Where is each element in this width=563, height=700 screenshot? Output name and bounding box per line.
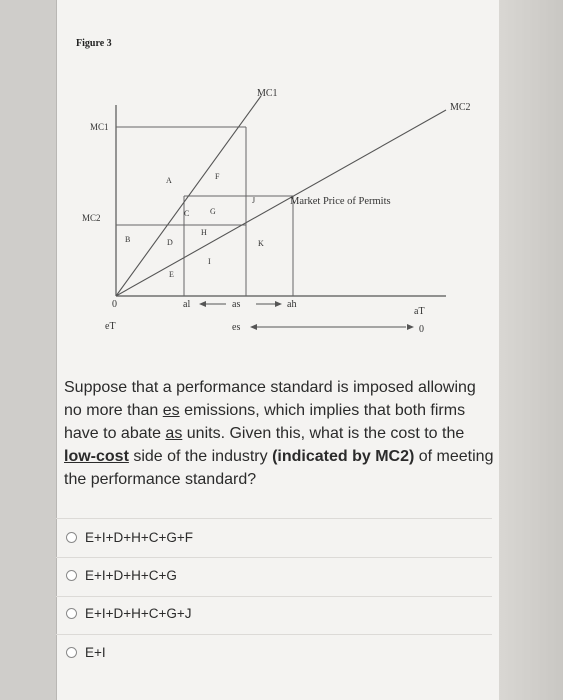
area-j: J — [252, 196, 256, 205]
radio-icon[interactable] — [66, 647, 77, 658]
divider — [56, 518, 492, 519]
mc2-curve — [116, 110, 446, 296]
area-h: H — [201, 228, 207, 237]
area-b: B — [125, 235, 131, 244]
radio-icon[interactable] — [66, 532, 77, 543]
origin-left-e-label: eT — [105, 321, 116, 332]
al-label: al — [183, 299, 191, 310]
option-4[interactable]: E+I — [66, 645, 106, 660]
at-label: aT — [414, 306, 425, 317]
divider — [56, 634, 492, 635]
background-shade — [499, 0, 563, 700]
mc1-axis-label: MC1 — [90, 122, 109, 132]
area-d: D — [167, 238, 173, 247]
area-g: G — [210, 207, 216, 216]
area-a: A — [166, 176, 172, 185]
origin-left-label: 0 — [112, 299, 117, 310]
ah-label: ah — [287, 299, 297, 310]
option-1[interactable]: E+I+D+H+C+G+F — [66, 530, 193, 545]
mc1-top-label: MC1 — [257, 88, 278, 99]
area-c: C — [184, 209, 190, 218]
divider — [56, 557, 492, 558]
divider — [56, 596, 492, 597]
origin-right-label: 0 — [419, 324, 424, 335]
figure-title: Figure 3 — [76, 38, 112, 49]
market-price-label: Market Price of Permits — [290, 196, 391, 207]
radio-icon[interactable] — [66, 608, 77, 619]
option-3[interactable]: E+I+D+H+C+G+J — [66, 606, 192, 621]
area-i: I — [208, 257, 211, 266]
mc2-right-label: MC2 — [450, 102, 471, 113]
as-label: as — [232, 299, 241, 310]
question-text: Suppose that a performance standard is imposed allowing no more than es emissions, which implies that both firms have to abate as units. Given this, what is the cost to the low-cost side of the industry (indicated by MC2) of meeting the performance standard? — [64, 379, 494, 488]
area-k: K — [258, 239, 264, 248]
figure-graph — [56, 70, 476, 345]
area-f: F — [215, 172, 220, 181]
es-label: es — [232, 322, 241, 333]
mc2-axis-label: MC2 — [82, 213, 101, 223]
area-e: E — [169, 270, 174, 279]
radio-icon[interactable] — [66, 570, 77, 581]
option-2[interactable]: E+I+D+H+C+G — [66, 568, 177, 583]
